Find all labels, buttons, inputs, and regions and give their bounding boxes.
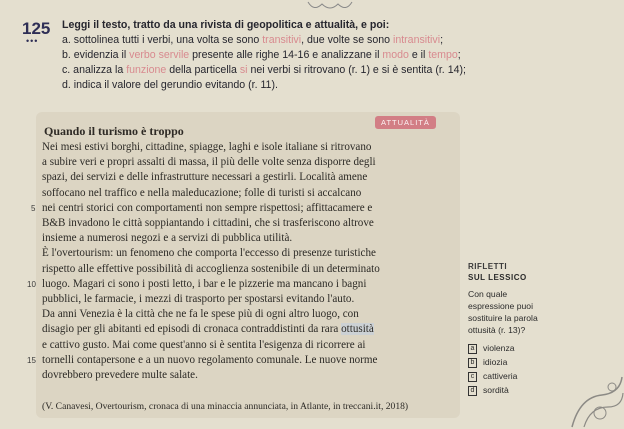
answer-option-b[interactable] [468, 357, 507, 368]
task-a: a. sottolinea tutti i verbi, una volta se sono transitivi, due volte se sono intransitivi; [62, 34, 444, 46]
sidebar-question-line: espressione puoi [468, 301, 533, 311]
option-letter: a [468, 344, 477, 354]
sidebar-question-line: Con quale [468, 289, 508, 299]
article-line: a subire veri e propri assalti di massa, il più delle volte senza disporre degli [42, 156, 376, 169]
line-number: 15 [27, 355, 36, 365]
sidebar-question-line: ottusità (r. 13)? [468, 325, 526, 335]
article-line: e cattivo gusto. Mai come quest'anno si è sentita l'esigenza di ricorrere ai [42, 338, 366, 351]
answer-option-c[interactable] [468, 371, 517, 382]
article-line: pubblici, le farmacie, i mezzi di trasporto per spostarsi evitando l'auto. [42, 293, 355, 305]
ornament-corner [562, 367, 624, 429]
option-letter: c [468, 372, 477, 382]
option-letter: d [468, 386, 477, 396]
option-text: cattiveria [483, 371, 518, 381]
line-number: 5 [31, 203, 36, 213]
answer-option-d[interactable] [468, 385, 509, 396]
article-line: Da anni Venezia è la città che ne fa le spese più di ogni altro luogo, con [42, 308, 359, 321]
option-text: idiozia [483, 357, 508, 367]
article-line: È l'overtourism: un fenomeno che comporta l'eccesso di presenze turistiche [42, 247, 376, 260]
category-badge: ATTUALITÀ [375, 116, 436, 129]
option-text: sordità [483, 385, 509, 395]
article-line: nei centri storici con comportamenti non sempre rispettosi; affittacamere e [42, 201, 373, 214]
highlighted-word: ottusità [341, 323, 374, 336]
article-line: insieme a numerosi negozi e a servizi di pubblica utilità. [42, 232, 293, 245]
sidebar-heading-2: SUL LESSICO [468, 273, 527, 282]
article-line: tornelli contapersone e a un nuovo regolamento comunale. Le nuove norme [42, 353, 378, 366]
option-text: violenza [483, 343, 515, 353]
task-b: b. evidenzia il verbo servile presente alle righe 14-16 e analizzane il modo e il tempo; [62, 49, 461, 61]
ornament-top [300, 0, 360, 14]
difficulty-dots: ••• [26, 36, 39, 46]
sidebar-question-line: sostituire la parola [468, 313, 538, 323]
exercise-number: 125 [22, 19, 51, 38]
sidebar-heading-1: RIFLETTI [468, 262, 508, 271]
article-line: soffocano nel traffico e nella maleducazione; folle di turisti si accalcano [42, 186, 362, 199]
article-title: Quando il turismo è troppo [44, 124, 184, 138]
article-line: luogo. Magari ci sono i posti letto, i bar e le pizzerie ma mancano i bagni [42, 277, 367, 290]
article-line: dovrebbero prevedere multe salate. [42, 369, 198, 381]
line-number: 10 [27, 279, 36, 289]
option-letter: b [468, 358, 477, 368]
exercise-intro: Leggi il testo, tratto da una rivista di geopolitica e attualità, e poi: [62, 19, 390, 31]
task-d: d. indica il valore del gerundio evitando (r. 11). [62, 79, 278, 91]
article-line: spazi, dei servizi e delle infrastrutture necessari a gestirli. Località amene [42, 171, 368, 184]
article-source: (V. Canavesi, Overtourism, cronaca di una minaccia annunciata, in Atlante, in treccani.it, 2018) [42, 401, 409, 412]
answer-option-a[interactable] [468, 343, 515, 354]
article-line: rispetto alle effettive possibilità di accoglienza sostenibile di un determinato [42, 262, 380, 275]
article-line: disagio per gli abitanti ed episodi di cronaca contraddistinti da rara ottusità [42, 323, 374, 336]
task-c: c. analizza la funzione della particella si nei verbi si ritrovano (r. 1) e si è sentita (r. 14); [62, 64, 466, 76]
article-line: B&B invadono le città soppiantando i cittadini, che si trasferiscono altrove [42, 217, 374, 229]
article-line: Nei mesi estivi borghi, cittadine, spiagge, laghi e isole italiane si ritrovano [42, 141, 372, 153]
